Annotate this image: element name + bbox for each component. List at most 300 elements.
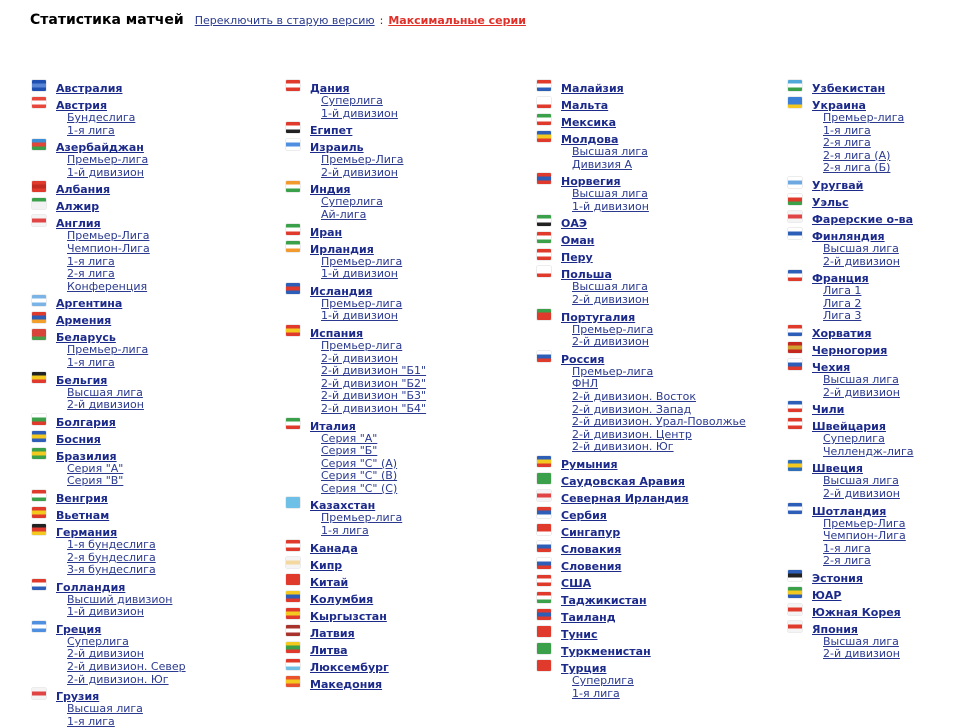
country-item [787,418,960,434]
country-link[interactable]: Иран [310,225,343,239]
country-link[interactable]: Латвия [310,626,355,640]
country-link[interactable]: Оман [561,234,595,248]
league-link[interactable]: Высшая лига [823,372,899,386]
league-link[interactable]: Бундеслига [67,111,136,124]
country-item [285,574,525,587]
league-link[interactable]: 1-й дивизион [572,199,649,213]
country-link[interactable]: Египет [310,124,353,138]
league-item [31,165,271,178]
league-link[interactable]: 2-й дивизион [823,385,900,399]
country-item [31,524,271,537]
league-link[interactable]: 1-я лига [67,123,115,137]
country-link[interactable]: Черногория [812,343,888,357]
header-separator: : [379,14,384,27]
league-link[interactable]: Суперлига [321,94,383,107]
country-link[interactable]: Бразилия [56,449,117,463]
country-item [787,460,960,476]
league-link[interactable]: 2-я бундеслига [67,550,156,564]
league-link[interactable]: 2-й дивизион. Урал-Поволжье [572,415,746,429]
country-link[interactable]: США [561,576,592,590]
league-item [285,106,525,119]
country-link[interactable]: Дания [310,82,350,95]
flag-icon [286,608,300,619]
country-link[interactable]: Украина [812,99,866,112]
flag-icon [286,540,300,551]
league-link[interactable]: Серия "В" [67,474,124,488]
country-item [536,558,776,571]
country-item [31,414,271,427]
country-link[interactable]: Таджикистан [561,593,647,607]
country-link[interactable]: Вьетнам [56,508,110,522]
country-link[interactable]: Исландия [310,284,373,298]
league-link[interactable]: ФНЛ [572,377,599,391]
flag-icon [286,574,300,585]
country-item [31,139,271,155]
country-link[interactable]: Англия [56,217,101,231]
league-item [31,123,271,136]
country-item [31,688,271,704]
flag-icon [32,80,46,91]
country-link[interactable]: ОАЭ [561,217,587,231]
flag-icon [788,325,802,336]
league-link[interactable]: Высшая лига [67,385,143,399]
league-item [31,659,271,672]
league-link[interactable]: Премьер-лига [321,338,403,352]
country-link[interactable]: Кыргызстан [310,609,387,623]
country-link[interactable]: Швеция [812,462,863,476]
flag-icon [537,131,551,142]
country-item [787,359,960,372]
league-link[interactable]: 2-й дивизион [321,165,398,179]
flag-icon [286,80,300,91]
country-item [536,592,776,605]
league-link[interactable]: Ай-лига [321,207,367,221]
league-link[interactable]: 2-й дивизион. Юг [572,440,674,454]
league-item [787,646,960,659]
page-title: Статистика матчей [30,12,184,28]
country-item [787,342,960,355]
flag-icon [537,266,551,277]
league-link[interactable]: 2-я лига [823,554,871,568]
country-item [31,579,271,592]
league-link[interactable]: 2-я лига (Б) [823,161,891,175]
country-link[interactable]: Тунис [561,627,598,641]
league-link[interactable]: Лига 2 [823,296,862,310]
league-link[interactable]: 2-й дивизион "Б4" [321,401,427,415]
country-link[interactable]: Греция [56,622,102,636]
flag-icon [286,241,300,252]
country-link[interactable]: Малайзия [561,82,624,95]
league-item [285,207,525,220]
league-item [285,388,525,401]
league-link[interactable]: 1-я лига [67,355,115,369]
league-item [31,604,271,617]
country-link[interactable]: Россия [561,352,605,366]
league-link[interactable]: 2-й дивизион [572,292,649,306]
league-link[interactable]: Премьер-лига [823,111,905,124]
country-link[interactable]: Фарерские о-ва [812,212,914,226]
league-link[interactable]: 2-я лига [67,267,115,281]
league-item [31,672,271,685]
league-item [285,351,525,364]
country-item [285,659,525,672]
league-item [285,468,525,481]
country-link[interactable]: Алжир [56,200,100,214]
country-item [31,198,271,214]
league-link[interactable]: Дивизия А [572,157,633,171]
country-link[interactable]: Армения [56,314,112,328]
flag-icon [788,359,802,370]
flag-icon [286,676,300,687]
league-item [31,646,271,659]
league-item [31,714,271,727]
league-link[interactable]: Высшая лига [823,474,899,488]
flag-icon [537,309,551,320]
country-item [787,325,960,338]
league-link[interactable]: Лига 1 [823,284,862,298]
country-link[interactable]: Чили [812,403,845,417]
country-item [787,211,960,224]
league-link[interactable]: Чемпион-Лига [67,241,150,255]
league-item [787,135,960,148]
league-item [787,123,960,136]
country-link[interactable]: Венгрия [56,491,108,505]
country-link[interactable]: Казахстан [310,499,376,513]
flag-icon [537,541,551,552]
country-link[interactable]: Узбекистан [812,82,886,95]
country-link[interactable]: Франция [812,272,869,286]
league-link[interactable]: Высшая лига [572,280,648,294]
league-item [285,401,525,414]
country-column-1 [31,80,271,726]
flag-icon [788,270,802,281]
league-link[interactable]: 2-й дивизион. Восток [572,389,697,403]
country-item [536,609,776,622]
league-link[interactable]: 2-й дивизион. Север [67,660,186,674]
league-link[interactable]: 2-й дивизион [823,647,900,661]
country-link[interactable]: Голландия [56,580,126,594]
flag-icon [788,621,802,632]
switch-old-version-link[interactable]: Переключить в старую версию [194,14,375,27]
country-link[interactable]: Румыния [561,457,618,471]
league-link[interactable]: Суперлига [321,195,383,209]
country-item [536,473,776,486]
flag-icon [537,575,551,586]
country-link[interactable]: Шотландия [812,504,887,518]
country-item [285,608,525,621]
country-link[interactable]: Саудовская Аравия [561,474,685,488]
country-link[interactable]: Таиланд [561,610,616,624]
country-link[interactable]: Китай [310,575,349,589]
flag-icon [32,215,46,226]
league-link[interactable]: Высший дивизион [67,592,173,606]
country-item [285,139,525,155]
page-header [30,12,526,28]
country-link[interactable]: Канада [310,541,358,555]
league-item [787,541,960,554]
league-link[interactable]: Высшая лига [67,702,143,716]
country-item [31,97,271,110]
country-link[interactable]: Молдова [561,133,619,146]
country-item [536,173,776,189]
league-item [285,165,525,178]
league-link[interactable]: Премьер-Лига [67,229,150,243]
country-link[interactable]: Мексика [561,116,616,129]
league-link[interactable]: 1-й дивизион [67,165,144,179]
country-link[interactable]: Перу [561,251,593,265]
country-link[interactable]: Ирландия [310,242,374,256]
league-link[interactable]: 1-й дивизион [321,267,398,281]
country-link[interactable]: Колумбия [310,592,374,606]
country-link[interactable]: Австралия [56,82,123,95]
league-link[interactable]: Серия "С" (С) [321,481,398,495]
country-item [31,329,271,345]
league-link[interactable]: 2-й дивизион "Б2" [321,376,427,390]
league-item [285,266,525,279]
league-link[interactable]: Высшая лига [823,634,899,648]
league-item [31,397,271,410]
league-link[interactable]: 1-я лига [572,686,620,700]
league-link[interactable]: 2-й дивизион. Юг [67,672,169,686]
country-item [787,587,960,600]
league-link[interactable]: Премьер-лига [321,511,403,525]
country-link[interactable]: Кипр [310,558,343,572]
flag-icon [32,329,46,340]
country-link[interactable]: Австрия [56,99,108,112]
country-link[interactable]: Италия [310,419,356,433]
league-link[interactable]: Высшая лига [572,187,648,201]
flag-icon [537,592,551,603]
country-link[interactable]: Уругвай [812,178,864,192]
league-item [31,550,271,563]
country-link[interactable]: Грузия [56,690,100,704]
country-link[interactable]: Турция [561,661,607,675]
country-link[interactable]: Эстония [812,571,863,585]
league-item [536,686,776,699]
league-link[interactable]: Премьер-лига [321,296,403,310]
country-item [536,524,776,537]
league-link[interactable]: Премьер-лига [67,153,149,167]
league-link[interactable]: Чемпион-Лига [823,529,906,543]
league-item [787,308,960,321]
country-link[interactable]: Сербия [561,508,607,522]
country-item [31,80,271,93]
flag-icon [537,80,551,91]
country-link[interactable]: Швейцария [812,420,886,434]
country-item [31,181,271,197]
country-link[interactable]: Аргентина [56,297,123,311]
flag-icon [788,97,802,108]
league-link[interactable]: 1-я бундеслига [67,537,156,551]
country-item [31,215,271,231]
flag-icon [286,642,300,653]
country-link[interactable]: Люксембург [310,660,389,674]
league-item [787,160,960,173]
country-item [536,626,776,639]
country-link[interactable]: Туркменистан [561,644,651,658]
country-link[interactable]: Финляндия [812,229,885,243]
league-link[interactable]: 1-я лига [67,714,115,728]
country-link[interactable]: Беларусь [56,331,116,345]
league-item [31,241,271,254]
league-item [31,279,271,292]
league-item [787,486,960,499]
league-link[interactable]: 2-я лига (А) [823,148,891,162]
league-link[interactable]: Суперлига [572,673,634,687]
country-link[interactable]: Словения [561,559,622,573]
league-link[interactable]: 1-я лига [67,254,115,268]
country-item [536,456,776,469]
league-link[interactable]: Суперлига [67,634,129,648]
league-link[interactable]: Высшая лига [572,145,648,158]
country-item [787,97,960,110]
league-link[interactable]: Премьер-Лига [823,516,906,530]
league-link[interactable]: 2-й дивизион [67,398,144,412]
country-link[interactable]: Босния [56,432,101,446]
league-link[interactable]: Лига 3 [823,309,862,323]
flag-icon [286,591,300,602]
league-link[interactable]: Высшая лига [823,241,899,255]
league-item [536,439,776,452]
country-link[interactable]: Бельгия [56,373,108,387]
country-item [787,570,960,583]
league-link[interactable]: Конференция [67,279,148,293]
country-link[interactable]: Литва [310,643,348,657]
league-link[interactable]: Серия "А" [67,461,124,475]
country-item [285,591,525,604]
country-item [285,540,525,553]
flag-icon [32,139,46,150]
country-item [285,497,525,513]
league-item [536,376,776,389]
country-item [285,241,525,254]
max-series-link[interactable]: Максимальные серии [388,14,526,27]
league-item [31,355,271,368]
league-link[interactable]: 1-й дивизион [321,309,398,323]
flag-icon [788,604,802,615]
league-link[interactable]: Премьер-Лига [321,153,404,167]
country-item [787,228,960,241]
league-link[interactable]: 1-я лига [321,524,369,538]
flag-icon [32,198,46,209]
country-item [285,642,525,655]
flag-icon [788,194,802,205]
country-link[interactable]: Португалия [561,310,636,324]
league-link[interactable]: 2-й дивизион. Запад [572,402,692,416]
country-link[interactable]: Польша [561,268,612,282]
country-link[interactable]: Сингапур [561,525,621,539]
country-item [285,80,525,93]
league-link[interactable]: 2-й дивизион [67,647,144,661]
league-link[interactable]: 1-я лига [823,541,871,555]
country-link[interactable]: Албания [56,183,111,197]
league-link[interactable]: 3-я бундеслига [67,563,156,577]
country-item [536,575,776,588]
country-link[interactable]: Словакия [561,542,622,556]
country-link[interactable]: Израиль [310,141,364,155]
flag-icon [32,97,46,108]
flag-icon [32,295,46,306]
country-link[interactable]: Азербайджан [56,141,144,155]
country-item [536,232,776,248]
league-link[interactable]: Челлендж-лига [823,444,914,458]
country-item [285,224,525,237]
country-item [787,80,960,93]
country-link[interactable]: Уэльс [812,195,849,209]
country-item [787,621,960,634]
country-column-2 [285,80,525,689]
country-link[interactable]: Индия [310,183,351,197]
league-link[interactable]: 1-я лига [823,123,871,137]
country-item [536,114,776,127]
country-item [787,604,960,617]
country-link[interactable]: Испания [310,326,364,340]
flag-icon [788,418,802,429]
league-link[interactable]: 2-й дивизион "Б3" [321,389,427,403]
league-link[interactable]: Серия "С" (А) [321,456,398,470]
flag-icon [537,97,551,108]
league-item [285,443,525,456]
country-link[interactable]: Македония [310,677,383,691]
league-link[interactable]: Премьер-лига [321,254,403,268]
flag-icon [286,122,300,133]
league-link[interactable]: 2-й дивизион [572,335,649,349]
league-link[interactable]: Суперлига [823,432,885,446]
league-item [787,254,960,267]
flag-icon [286,325,300,336]
flag-icon [788,460,802,471]
league-link[interactable]: Серия "Б" [321,444,378,458]
league-link[interactable]: 2-й дивизион [823,254,900,268]
league-link[interactable]: Премьер-лига [572,322,654,336]
league-item [536,389,776,402]
country-link[interactable]: ЮАР [812,588,842,602]
country-link[interactable]: Чехия [812,360,851,374]
league-link[interactable]: 1-й дивизион [67,605,144,619]
country-item [285,122,525,138]
country-item [31,295,271,311]
flag-icon [537,351,551,362]
flag-icon [537,456,551,467]
country-link[interactable]: Япония [812,622,858,636]
league-link[interactable]: 2-й дивизион "Б1" [321,364,427,378]
country-link[interactable]: Северная Ирландия [561,491,689,505]
country-item [285,676,525,689]
country-link[interactable]: Болгария [56,415,116,429]
league-link[interactable]: 1-й дивизион [321,106,398,120]
country-link[interactable]: Мальта [561,99,609,112]
country-link[interactable]: Норвегия [561,175,621,189]
country-item [536,131,776,144]
league-link[interactable]: Серия "А" [321,431,378,445]
flag-icon [537,232,551,243]
flag-icon [286,418,300,429]
league-link[interactable]: Серия "С" (В) [321,469,398,483]
league-link[interactable]: 2-й дивизион. Центр [572,427,692,441]
league-link[interactable]: 2-й дивизион [321,351,398,365]
league-link[interactable]: 2-й дивизион [823,486,900,500]
country-link[interactable]: Южная Корея [812,605,901,619]
league-link[interactable]: Премьер-лига [572,364,654,378]
country-link[interactable]: Хорватия [812,326,872,340]
country-item [787,503,960,516]
country-item [536,97,776,110]
league-link[interactable]: Премьер-лига [67,343,149,357]
country-link[interactable]: Германия [56,525,118,539]
flag-icon [32,579,46,590]
league-link[interactable]: 2-я лига [823,136,871,150]
league-item [787,296,960,309]
